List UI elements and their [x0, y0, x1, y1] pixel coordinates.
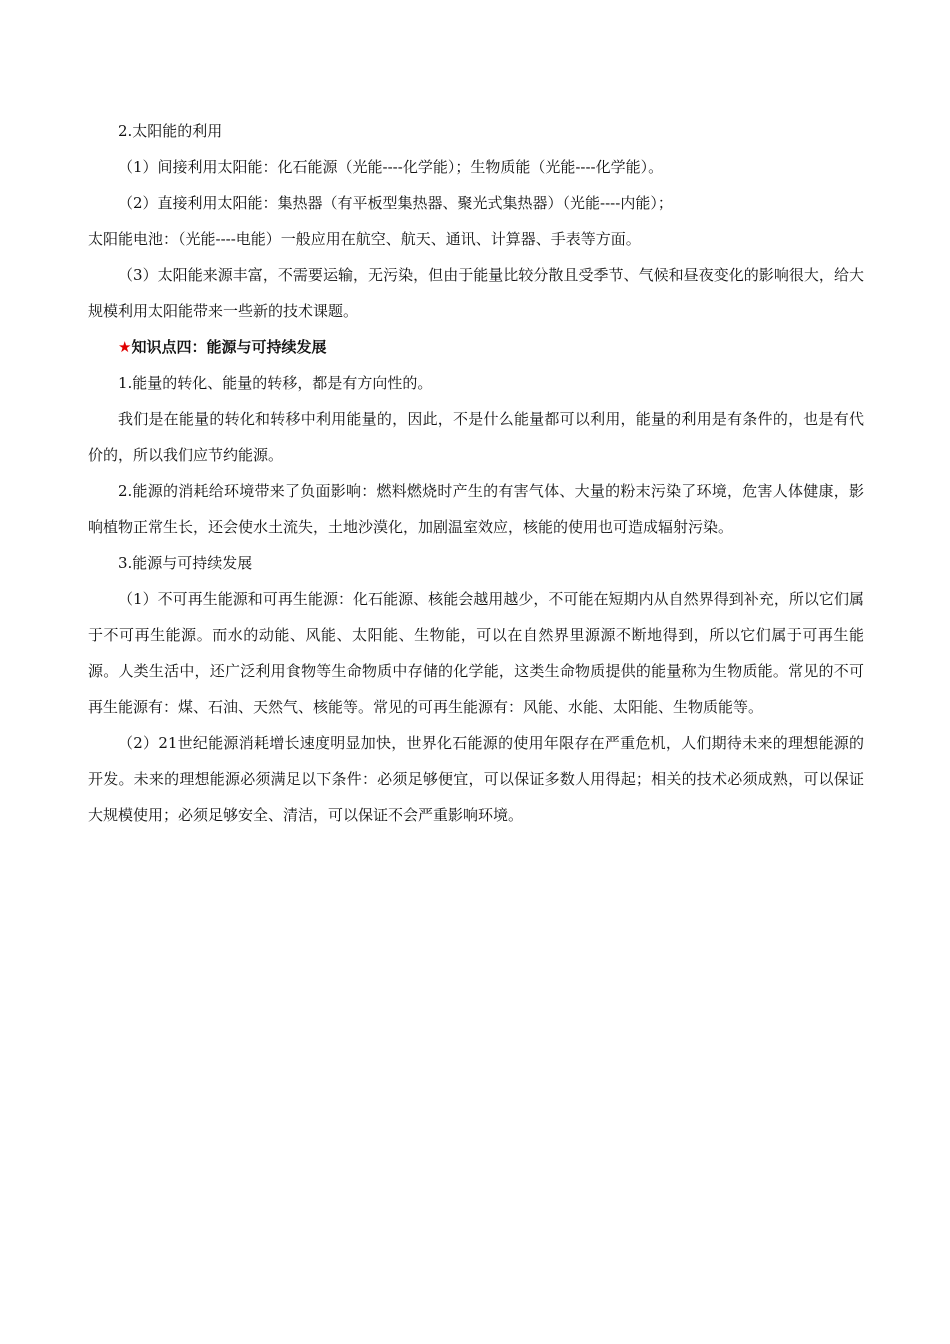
star-icon: ★	[118, 338, 132, 356]
solar-cell-use: 太阳能电池：（光能----电能）一般应用在航空、航天、通讯、计算器、手表等方面。	[88, 230, 641, 248]
ideal-energy-conditions: （2）21世纪能源消耗增长速度明显加快，世界化石能源的使用年限存在严重危机，人们期待未来的理想能源的开发。未来的理想能源必须满足以下条件：必须足够便宜，可以保证多数人用得起；相关的技术必须成熟，可以保证大规模使用；必须足够安全、清洁，可以保证不会严重影响环境。	[88, 734, 864, 824]
energy-environment-impact: 2.能源的消耗给环境带来了负面影响：燃料燃烧时产生的有害气体、大量的粉末污染了环境，危害人体健康，影响植物正常生长，还会使水土流失，土地沙漠化，加剧温室效应，核能的使用也可造成辐射污染。	[88, 482, 864, 536]
solar-features: （3）太阳能来源丰富，不需要运输，无污染，但由于能量比较分散且受季节、气候和昼夜变化的影响很大，给大规模利用太阳能带来一些新的技术课题。	[88, 266, 864, 320]
energy-direction-body: 我们是在能量的转化和转移中利用能量的，因此，不是什么能量都可以利用，能量的利用是有条件的，也是有代价的，所以我们应节约能源。	[88, 410, 864, 464]
section-heading-text: 知识点四：能源与可持续发展	[131, 338, 327, 356]
document-body	[88, 113, 864, 833]
section-heading	[88, 329, 864, 365]
solar-direct-use: （2）直接利用太阳能：集热器（有平板型集热器、聚光式集热器）（光能----内能）；	[118, 194, 673, 212]
energy-direction-title: 1.能量的转化、能量的转移，都是有方向性的。	[118, 374, 433, 392]
sustainability-title: 3.能源与可持续发展	[118, 554, 253, 572]
solar-indirect-use: （1）间接利用太阳能：化石能源（光能----化学能）；生物质能（光能----化学能）。	[118, 158, 664, 176]
renewable-nonrenewable: （1）不可再生能源和可再生能源：化石能源、核能会越用越少，不可能在短期内从自然界得到补充，所以它们属于不可再生能源。而水的动能、风能、太阳能、生物能，可以在自然界里源源不断地得到，所以它们属于可再生能源。人类生活中，还广泛利用食物等生命物质中存储的化学能，这类生命物质提供的能量称为生物质能。常见的不可再生能源有：煤、石油、天然气、核能等。常见的可再生能源有：风能、水能、太阳能、生物质能等。	[88, 590, 864, 716]
solar-title: 2.太阳能的利用	[118, 122, 223, 140]
